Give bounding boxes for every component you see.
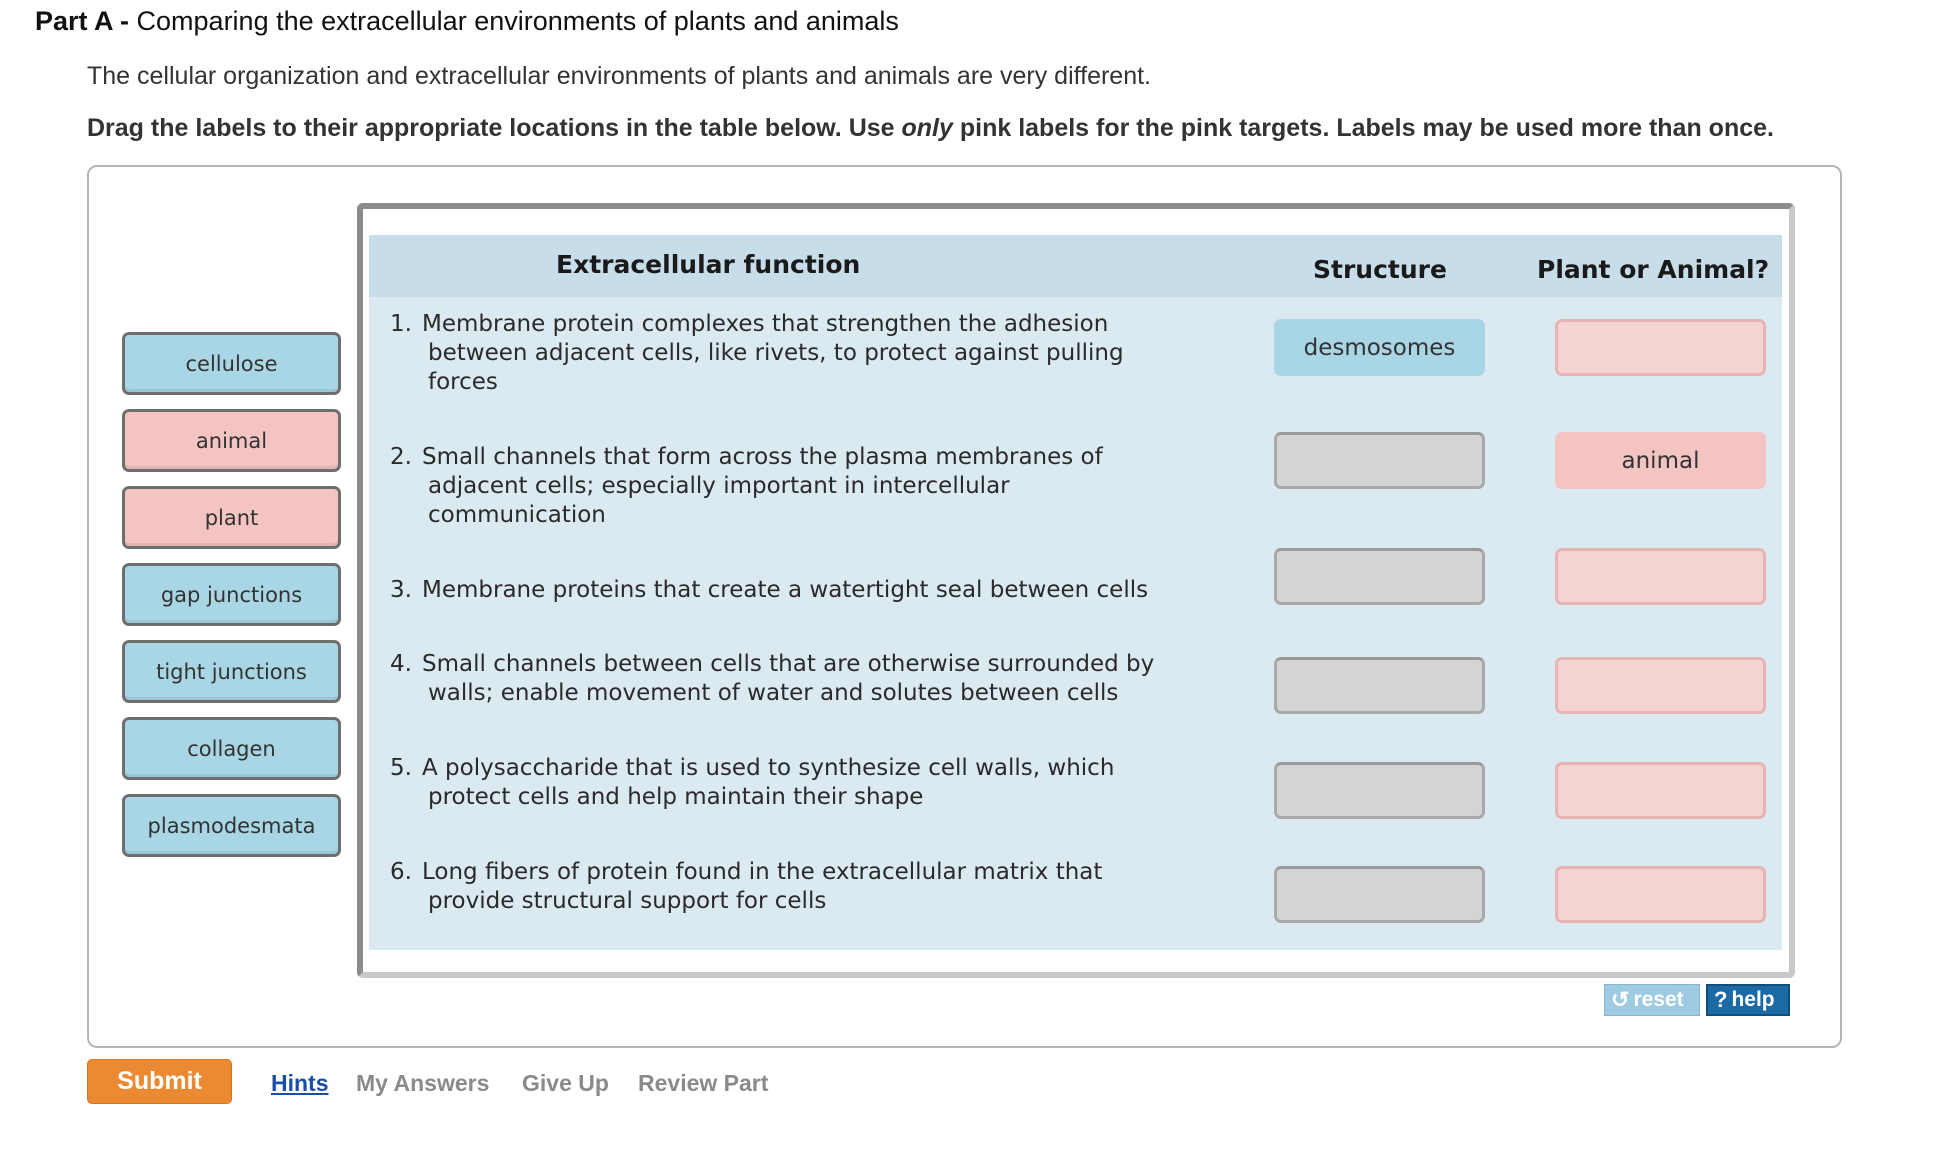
question-icon: ?: [1714, 987, 1728, 1012]
row-text-line: between adjacent cells, like rivets, to protect against pulling: [428, 340, 1124, 366]
row-text-line: Long fibers of protein found in the extracellular matrix that: [422, 859, 1103, 885]
instruction-emphasis: only: [901, 114, 953, 142]
help-button[interactable]: [1706, 984, 1790, 1016]
row-1-structure-target[interactable]: desmosomes: [1274, 319, 1485, 376]
row-number: 1.: [390, 311, 412, 337]
label-bank: [122, 332, 341, 871]
row-2-organism-target[interactable]: animal: [1555, 432, 1766, 489]
row-5-description: [390, 754, 1210, 812]
label-collagen[interactable]: collagen: [122, 717, 341, 780]
header-plant-or-animal: Plant or Animal?: [1537, 255, 1770, 284]
reset-label: reset: [1633, 988, 1684, 1011]
label-cellulose[interactable]: cellulose: [122, 332, 341, 395]
row-6-description: [390, 858, 1210, 916]
row-1-organism-target[interactable]: [1555, 319, 1766, 376]
instruction-text: [87, 114, 1774, 143]
row-text-line: Membrane proteins that create a watertight seal between cells: [422, 577, 1149, 603]
row-text-line: walls; enable movement of water and solutes between cells: [428, 680, 1119, 706]
row-text-line: Small channels between cells that are otherwise surrounded by: [422, 651, 1155, 677]
help-label: help: [1731, 988, 1775, 1011]
row-text-line: forces: [428, 369, 498, 395]
intro-text: The cellular organization and extracellular environments of plants and animals are very different.: [87, 62, 1152, 90]
header-structure: Structure: [1313, 255, 1447, 284]
label-gap-junctions[interactable]: gap junctions: [122, 563, 341, 626]
row-4-structure-target[interactable]: [1274, 657, 1485, 714]
row-4-organism-target[interactable]: [1555, 657, 1766, 714]
row-5-organism-target[interactable]: [1555, 762, 1766, 819]
row-2-description: [390, 443, 1210, 530]
label-tight-junctions[interactable]: tight junctions: [122, 640, 341, 703]
row-text-line: Small channels that form across the plasma membranes of: [422, 444, 1103, 470]
label-animal[interactable]: animal: [122, 409, 341, 472]
row-number: 2.: [390, 444, 412, 470]
row-5-structure-target[interactable]: [1274, 762, 1485, 819]
row-3-organism-target[interactable]: [1555, 548, 1766, 605]
row-text-line: Membrane protein complexes that strengthen the adhesion: [422, 311, 1109, 337]
row-number: 5.: [390, 755, 412, 781]
row-number: 4.: [390, 651, 412, 677]
undo-icon: ↺: [1611, 987, 1630, 1012]
label-plasmodesmata[interactable]: plasmodesmata: [122, 794, 341, 857]
hints-link[interactable]: Hints: [271, 1070, 329, 1096]
row-3-description: [390, 576, 1210, 605]
instruction-part-2: pink labels for the pink targets. Labels may be used more than once.: [952, 114, 1774, 142]
row-text-line: adjacent cells; especially important in intercellular: [428, 473, 1010, 499]
label-plant[interactable]: plant: [122, 486, 341, 549]
row-text-line: provide structural support for cells: [428, 888, 827, 914]
part-title: [35, 6, 899, 37]
reset-button[interactable]: [1604, 984, 1700, 1016]
part-title-text: Comparing the extracellular environments of plants and animals: [136, 6, 899, 36]
row-text-line: protect cells and help maintain their shape: [428, 784, 924, 810]
row-number: 3.: [390, 577, 412, 603]
my-answers-link[interactable]: My Answers: [356, 1070, 490, 1096]
submit-button[interactable]: Submit: [87, 1059, 232, 1104]
row-6-organism-target[interactable]: [1555, 866, 1766, 923]
instruction-part-1: Drag the labels to their appropriate locations in the table below. Use: [87, 114, 902, 142]
row-1-description: [390, 310, 1210, 397]
part-prefix: Part A -: [35, 6, 130, 36]
row-4-description: [390, 650, 1210, 708]
review-part-link[interactable]: Review Part: [638, 1070, 769, 1096]
row-6-structure-target[interactable]: [1274, 866, 1485, 923]
row-3-structure-target[interactable]: [1274, 548, 1485, 605]
row-number: 6.: [390, 859, 412, 885]
header-function: Extracellular function: [556, 250, 861, 279]
give-up-link[interactable]: Give Up: [522, 1070, 609, 1096]
row-text-line: A polysaccharide that is used to synthesize cell walls, which: [422, 755, 1115, 781]
row-2-structure-target[interactable]: [1274, 432, 1485, 489]
row-text-line: communication: [428, 502, 606, 528]
